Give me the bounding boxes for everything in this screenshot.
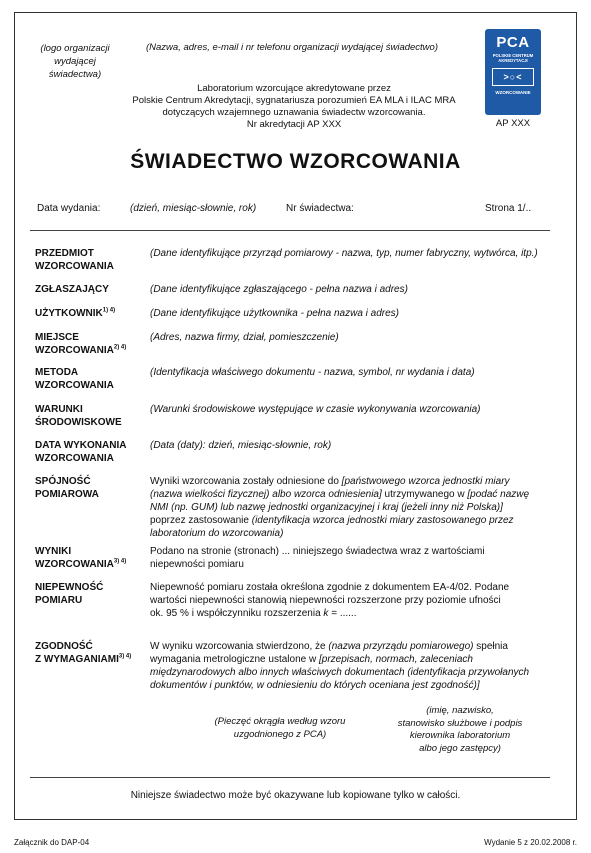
footnote-ref: 1) 4) [102, 307, 116, 314]
attachment-label: Załącznik do DAP-04 [14, 838, 90, 847]
label-line: NIEPEWNOŚĆ [35, 582, 104, 593]
text-run: międzynarodowych albo innych właściwych dokumentach (identyfikacja przywołanych [150, 667, 530, 678]
value-warunki: (Warunki środowiskowe występujące w czasie wykonywania wzorcowania) [150, 404, 481, 415]
issue-date-value: (dzień, miesiąc-słownie, rok) [130, 203, 257, 214]
label-przedmiot [35, 247, 147, 273]
footnote-ref: 3) 4) [113, 558, 127, 565]
value-zglaszajacy: (Dane identyfikujące zgłaszającego - pełna nazwa i adres) [150, 284, 408, 295]
accreditation-code: AP XXX [495, 118, 531, 129]
copy-notice: Niniejsze świadectwo może być okazywane lub kopiowane tylko w całości. [130, 790, 461, 801]
value-niepewnosc [150, 581, 550, 620]
label-warunki [35, 403, 147, 429]
text-run: (nazwa wielkości fizycznej) albo wzorca odniesienia] [150, 489, 382, 500]
label-line: MIEJSCE [35, 332, 79, 343]
label-niepewnosc [35, 581, 147, 607]
accreditation-line: dotyczących wzajemnego uznawania świadectw wzorcowania. [162, 107, 426, 118]
text-run: wymagania metrologiczne ustalone w [150, 654, 319, 665]
label-line: DATA WYKONANIA [35, 440, 127, 451]
value-miejsce: (Adres, nazwa firmy, dział, pomieszczenie) [150, 332, 339, 343]
logo-placeholder: (logo organizacji wydającej świadectwa) [40, 43, 110, 80]
text-run: (nazwa przyrządu pomiarowego) [328, 641, 474, 652]
text-run: wartości niepewności stanowią niepewności rozszerzone przy poziomie ufności [150, 595, 501, 606]
text-run: Podano na stronie (stronach) ... niniejszego świadectwa wraz z wartościami [150, 546, 485, 557]
label-line: WZORCOWANIA [35, 261, 114, 272]
label-line: WZORCOWANIA [35, 380, 114, 391]
pca-logo-line: POLSKIE CENTRUM [492, 53, 534, 58]
label-line: WARUNKI [35, 404, 83, 415]
certificate-number-label: Nr świadectwa: [286, 203, 354, 214]
text-run: Niepewność pomiaru została określona zgodnie z dokumentem EA-4/02. Podane [150, 582, 510, 593]
value-zgodnosc [150, 640, 550, 692]
label-line: WZORCOWANIA [35, 345, 114, 356]
label-line: METODA [35, 367, 79, 378]
label-spojnosc [35, 475, 147, 501]
accreditation-statement [105, 83, 483, 131]
accreditation-number: Nr akredytacji AP XXX [246, 119, 342, 130]
text-run: W wyniku wzorcowania stwierdzono, że [150, 641, 329, 652]
text-run: ok. 95 % i współczynniku rozszerzenia [150, 608, 324, 619]
label-metoda [35, 366, 147, 392]
label-zgodnosc [35, 640, 147, 666]
label-data-wykonania [35, 439, 147, 465]
text-run: [państwowego wzorca jednostki miary [341, 476, 510, 487]
value-przedmiot: (Dane identyfikujące przyrząd pomiarowy - nazwa, typ, numer fabryczny, wytwórca, itp.) [150, 248, 538, 259]
issue-date-label: Data wydania: [37, 203, 101, 214]
text-run: utrzymywanego w [381, 489, 468, 500]
label-miejsce [35, 331, 147, 357]
page-number: Strona 1/.. [485, 203, 532, 214]
text-run: [podać nazwę [467, 489, 530, 500]
label-line: ZGODNOŚĆ [35, 641, 93, 652]
value-spojnosc [150, 475, 550, 540]
divider [30, 230, 550, 231]
text-run: [przepisach, normach, zaleceniach [318, 654, 473, 665]
label-line: POMIARU [35, 595, 83, 606]
label-line: POMIAROWA [35, 489, 99, 500]
label-line: WYNIKI [35, 546, 72, 557]
text-run: uzgodnionego z PCA) [233, 728, 327, 740]
label-uzytkownik [35, 307, 147, 320]
label-zglaszajacy: ZGŁASZAJĄCY [35, 284, 109, 295]
text-run: NMI (np. GUM) lub nazwę jednostki organizacyjnej i kraj (jeżeli inny niż Polska)] [150, 502, 503, 513]
text-run: kierownika laboratorium [409, 730, 511, 741]
label-line: SPÓJNOŚĆ [35, 476, 91, 487]
document-title: ŚWIADECTWO WZORCOWANIA [130, 150, 461, 173]
footnote-ref: 3) 4) [118, 653, 132, 660]
text-run: stanowisko służbowe i podpis [397, 717, 523, 729]
label-line: UŻYTKOWNIK [35, 308, 103, 319]
pca-logo-line: AKREDYTACJI [498, 58, 528, 63]
text-run: dokumentów i punktów, w odniesieniu do których oceniana jest zgodność)] [150, 680, 480, 691]
text-run: k [323, 608, 329, 619]
pca-logo [485, 29, 541, 115]
label-line: PRZEDMIOT [35, 248, 94, 259]
pca-symbol-icon: >○< [492, 68, 534, 86]
label-line: ŚRODOWISKOWE [35, 417, 122, 428]
accreditation-line: Laboratorium wzorcujące akredytowane przez [197, 83, 391, 94]
text-run: = ...... [328, 608, 357, 619]
signature-placeholder [380, 705, 540, 755]
edition-label: Wydanie 5 z 20.02.2008 r. [484, 838, 577, 847]
text-run: laboratorium do wzorcowania) [150, 528, 284, 539]
accreditation-line: Polskie Centrum Akredytacji, sygnatariusza porozumień EA MLA i ILAC MRA [132, 95, 456, 106]
pca-logo-text: PCA [496, 34, 530, 51]
value-data-wykonania: (Data (daty): dzień, miesiąc-słownie, rok) [150, 440, 332, 451]
label-line: WZORCOWANIA [35, 453, 114, 464]
divider [30, 777, 550, 778]
footnote-ref: 2) 4) [113, 344, 127, 351]
value-wyniki [150, 545, 550, 571]
text-run: Wyniki wzorcowania zostały odniesione do [150, 476, 342, 487]
value-metoda: (Identyfikacja właściwego dokumentu - nazwa, symbol, nr wydania i data) [150, 367, 475, 378]
text-run: poprzez zastosowanie [150, 515, 252, 526]
value-uzytkownik: (Dane identyfikujące użytkownika - pełna nazwa i adres) [150, 308, 400, 319]
text-run: niepewności pomiaru [150, 559, 244, 570]
label-line: Z WYMAGANIAMI [35, 654, 119, 665]
label-wyniki [35, 545, 147, 571]
text-run: (identyfikacja wzorca jednostki miary zastosowanego przez [251, 515, 514, 526]
text-run: (imię, nazwisko, [426, 705, 494, 716]
pca-logo-bottom: WZORCOWANIE [495, 90, 531, 95]
pca-logo-subtitle [485, 53, 541, 63]
label-line: WZORCOWANIA [35, 559, 114, 570]
stamp-placeholder [200, 716, 360, 741]
text-run: spełnia [473, 641, 508, 652]
organization-placeholder: (Nazwa, adres, e-mail i nr telefonu organizacji wydającej świadectwo) [146, 42, 438, 53]
text-run: (Pieczęć okrągła według wzoru [214, 716, 346, 727]
text-run: albo jego zastępcy) [419, 742, 501, 754]
